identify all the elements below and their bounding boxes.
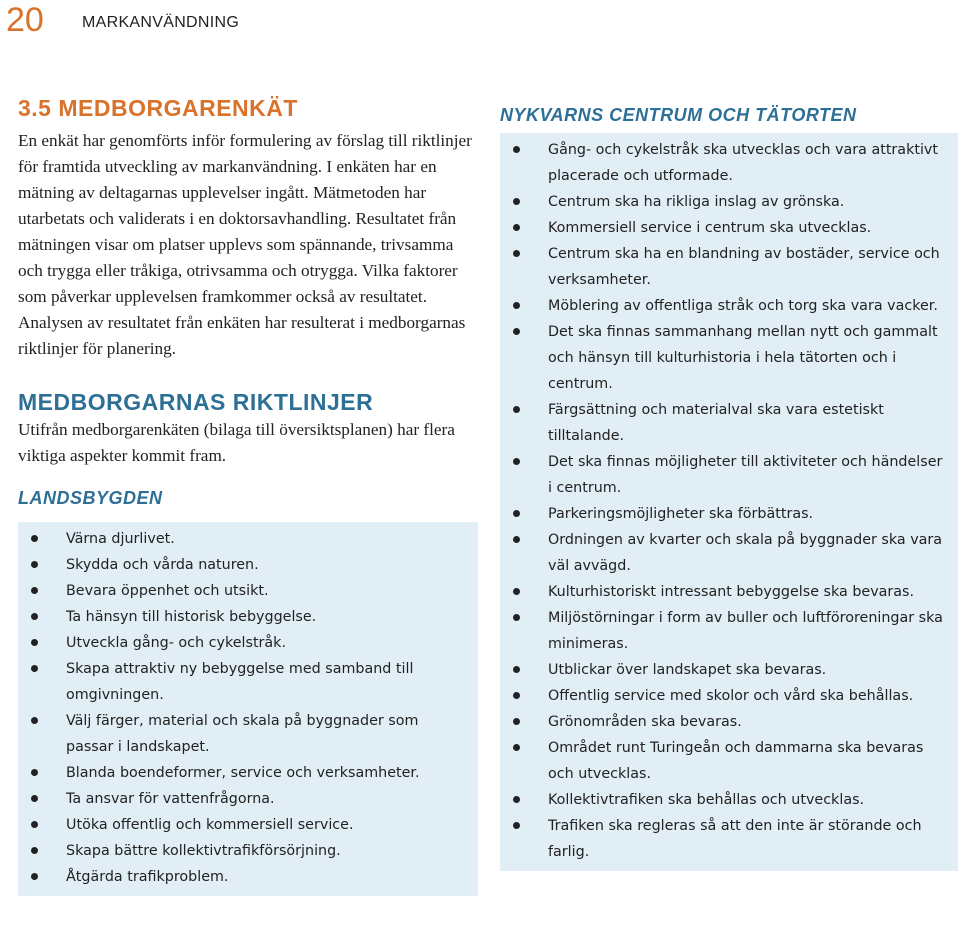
list-item-text: Ta hänsyn till historisk bebyggelse. — [66, 609, 317, 625]
list-item-text: Miljöstörningar i form av buller och luftföroreningar ska minimeras. — [548, 610, 943, 652]
bullet-icon — [513, 146, 520, 153]
list-item — [500, 241, 948, 293]
list-item-text: Centrum ska ha en blandning av bostäder, service och verksamheter. — [548, 246, 940, 288]
list-item-text: Möblering av offentliga stråk och torg ska vara vacker. — [548, 298, 938, 314]
bullet-icon — [31, 717, 38, 724]
list-item — [18, 786, 468, 812]
centre-list — [500, 137, 948, 865]
list-item-text: Parkeringsmöjligheter ska förbättras. — [548, 506, 814, 522]
list-item-text: Bevara öppenhet och utsikt. — [66, 583, 269, 599]
list-item — [18, 578, 468, 604]
list-item-text: Trafiken ska regleras så att den inte är störande och farlig. — [548, 818, 922, 860]
list-item — [500, 605, 948, 657]
list-item-text: Utveckla gång- och cykelstråk. — [66, 635, 287, 651]
centre-title: NYKVARNS CENTRUM OCH TÄTORTEN — [500, 105, 857, 125]
list-item-text: Värna djurlivet. — [66, 531, 175, 547]
list-item-text: Grönområden ska bevaras. — [548, 714, 742, 730]
bullet-icon — [31, 535, 38, 542]
list-item — [18, 630, 468, 656]
list-item-text: Åtgärda trafikproblem. — [66, 869, 229, 885]
countryside-list — [18, 526, 468, 890]
list-item — [500, 657, 948, 683]
bullet-icon — [31, 821, 38, 828]
list-item — [500, 501, 948, 527]
list-item-text: Det ska finnas sammanhang mellan nytt och gammalt och hänsyn till kulturhistoria i hela tätorten och i centrum. — [548, 324, 938, 392]
bullet-icon — [31, 587, 38, 594]
list-item — [18, 656, 468, 708]
bullet-icon — [513, 588, 520, 595]
list-item — [500, 683, 948, 709]
bullet-icon — [513, 250, 520, 257]
list-item — [500, 449, 948, 501]
list-item — [18, 864, 468, 890]
list-item — [500, 787, 948, 813]
bullet-icon — [31, 665, 38, 672]
bullet-icon — [31, 613, 38, 620]
list-item — [500, 397, 948, 449]
list-item-text: Offentlig service med skolor och vård ska behållas. — [548, 688, 914, 704]
list-item-text: Centrum ska ha rikliga inslag av grönska. — [548, 194, 845, 210]
bullet-icon — [513, 614, 520, 621]
bullet-icon — [513, 510, 520, 517]
countryside-title: LANDSBYGDEN — [18, 488, 163, 508]
list-item — [500, 319, 948, 397]
bullet-icon — [31, 847, 38, 854]
list-item — [500, 709, 948, 735]
bullet-icon — [513, 692, 520, 699]
bullet-icon — [513, 666, 520, 673]
list-item — [18, 760, 468, 786]
running-title: MARKANVÄNDNING — [82, 14, 240, 31]
left-column — [18, 94, 478, 896]
bullet-icon — [513, 796, 520, 803]
list-item — [500, 527, 948, 579]
page-number: 20 — [6, 1, 44, 39]
list-item-text: Utblickar över landskapet ska bevaras. — [548, 662, 827, 678]
bullet-icon — [513, 224, 520, 231]
list-item — [500, 137, 948, 189]
list-item-text: Blanda boendeformer, service och verksamheter. — [66, 765, 420, 781]
countryside-box — [18, 522, 478, 896]
list-item — [500, 189, 948, 215]
list-item — [500, 579, 948, 605]
list-item-text: Kulturhistoriskt intressant bebyggelse ska bevaras. — [548, 584, 915, 600]
bullet-icon — [31, 795, 38, 802]
centre-box — [500, 133, 958, 871]
bullet-icon — [513, 822, 520, 829]
list-item — [18, 552, 468, 578]
bullet-icon — [513, 536, 520, 543]
bullet-icon — [513, 302, 520, 309]
section-paragraph: En enkät har genomförts inför formulering av förslag till riktlinjer för framtida utveckling av markanvändning. I enkäten har en mätning av deltagarnas upplevelser ingått. Mätmetoden har utarbetats och validerats i en doktorsavhandling. Resultatet från mätningen visar om platser upplevs som spännande, trivsamma och trygga eller tråkiga, otrivsamma och otrygga. Vilka faktorer som påverkar upplevelsen framkommer också av resultatet. Analysen av resultatet från enkäten har resulterat i medborgarnas riktlinjer för planering. — [18, 131, 472, 358]
list-item-text: Det ska finnas möjligheter till aktiviteter och händelser i centrum. — [548, 454, 943, 496]
list-item-text: Gång- och cykelstråk ska utvecklas och vara attraktivt placerade och utformade. — [548, 142, 938, 184]
section-title: 3.5 MEDBORGARENKÄT — [18, 95, 298, 121]
bullet-icon — [513, 406, 520, 413]
list-item — [18, 838, 468, 864]
guidelines-intro: Utifrån medborgarenkäten (bilaga till översiktsplanen) har flera viktiga aspekter kommit fram. — [18, 420, 455, 465]
list-item-text: Skydda och vårda naturen. — [66, 557, 259, 573]
right-column — [500, 104, 958, 871]
bullet-icon — [513, 744, 520, 751]
bullet-icon — [31, 873, 38, 880]
list-item-text: Välj färger, material och skala på byggnader som passar i landskapet. — [66, 713, 419, 755]
list-item — [500, 293, 948, 319]
list-item — [500, 735, 948, 787]
bullet-icon — [513, 198, 520, 205]
list-item-text: Kollektivtrafiken ska behållas och utvecklas. — [548, 792, 865, 808]
bullet-icon — [31, 769, 38, 776]
bullet-icon — [513, 328, 520, 335]
bullet-icon — [31, 561, 38, 568]
list-item-text: Skapa attraktiv ny bebyggelse med samband till omgivningen. — [66, 661, 414, 703]
bullet-icon — [513, 458, 520, 465]
list-item — [18, 526, 468, 552]
list-item — [500, 813, 948, 865]
list-item-text: Ordningen av kvarter och skala på byggnader ska vara väl avvägd. — [548, 532, 943, 574]
guidelines-title: MEDBORGARNAS RIKTLINJER — [18, 389, 374, 415]
list-item-text: Färgsättning och materialval ska vara estetiskt tilltalande. — [548, 402, 884, 444]
bullet-icon — [513, 718, 520, 725]
list-item — [18, 812, 468, 838]
list-item-text: Skapa bättre kollektivtrafikförsörjning. — [66, 843, 341, 859]
list-item — [500, 215, 948, 241]
list-item-text: Området runt Turingeån och dammarna ska bevaras och utvecklas. — [548, 740, 924, 782]
list-item-text: Ta ansvar för vattenfrågorna. — [66, 791, 275, 807]
list-item — [18, 708, 468, 760]
list-item — [18, 604, 468, 630]
list-item-text: Kommersiell service i centrum ska utvecklas. — [548, 220, 872, 236]
list-item-text: Utöka offentlig och kommersiell service. — [66, 817, 354, 833]
bullet-icon — [31, 639, 38, 646]
